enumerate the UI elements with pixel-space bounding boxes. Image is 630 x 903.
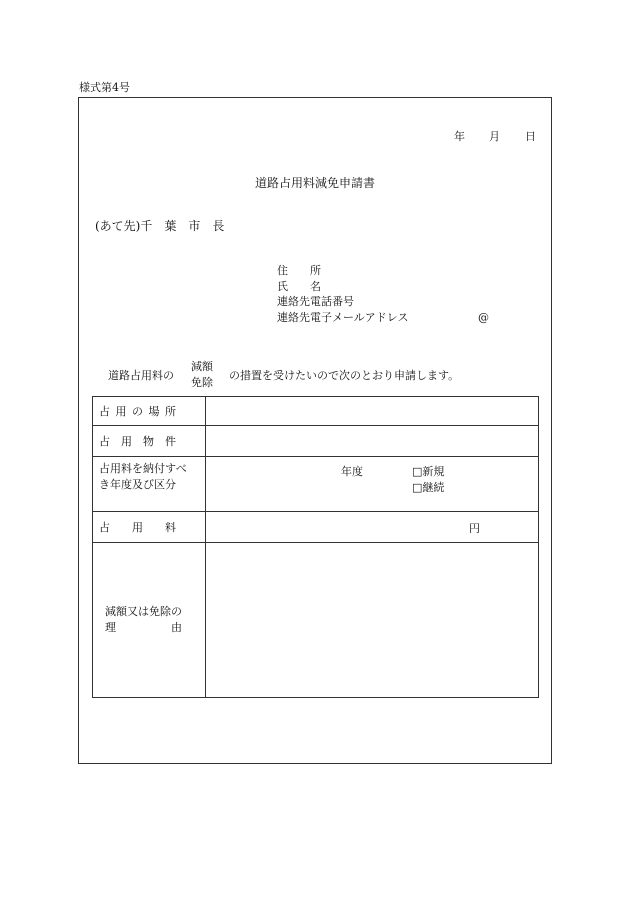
table-row-location: [93, 397, 539, 426]
item-label-cell: [93, 426, 206, 457]
email-at-symbol: @: [478, 311, 489, 324]
reason-field[interactable]: [206, 543, 539, 698]
document-title: 道路占用料減免申請書: [254, 176, 375, 190]
location-label: 占用の場所: [99, 405, 182, 418]
continuing-option[interactable]: [412, 479, 444, 495]
table-row-fee: [93, 512, 539, 543]
name-label: 氏 名: [277, 280, 321, 293]
table-row-item: [93, 426, 539, 457]
address-label: 住 所: [277, 264, 321, 277]
reason-label-line1: 減額又は免除の: [105, 605, 182, 618]
fiscal-year-field[interactable]: [206, 457, 539, 512]
date-year-label: 年: [454, 130, 465, 143]
item-label: 占 用 物 件: [99, 435, 176, 448]
table-row-reason: [93, 543, 539, 698]
continuing-checkbox[interactable]: [412, 481, 422, 494]
fiscal-label-line2: き年度及び区分: [99, 478, 176, 491]
form-number: 様式第4号: [79, 81, 130, 94]
statement-option-reduction: 減額: [191, 360, 213, 373]
statement-option-exemption: 免除: [191, 376, 213, 389]
date-day-label: 日: [525, 130, 536, 143]
new-checkbox[interactable]: [412, 465, 422, 478]
location-field[interactable]: [206, 397, 539, 426]
reason-label-line2: 理 由: [105, 621, 182, 634]
fee-label: 占 用 料: [99, 521, 176, 534]
date-month-label: 月: [489, 130, 500, 143]
new-option[interactable]: [412, 463, 444, 479]
statement-suffix: の措置を受けたいので次のとおり申請します。: [229, 369, 460, 382]
reason-label-cell: [93, 543, 206, 698]
item-field[interactable]: [206, 426, 539, 457]
new-option-label: 新規: [422, 465, 445, 478]
fee-unit: 円: [469, 522, 480, 535]
application-details-table: [92, 396, 539, 698]
fee-label-cell: [93, 512, 206, 543]
fiscal-year-unit: 年度: [341, 465, 363, 478]
fee-field[interactable]: [206, 512, 539, 543]
table-row-fiscal-year: [93, 457, 539, 512]
fiscal-label-line1: 占用料を納付すべ: [99, 462, 187, 475]
phone-label: 連絡先電話番号: [277, 295, 354, 308]
addressee: (あて先)千 葉 市 長: [95, 219, 225, 233]
continuing-option-label: 継続: [422, 481, 445, 494]
email-label: 連絡先電子メールアドレス: [277, 311, 409, 324]
location-label-cell: [93, 397, 206, 426]
statement-prefix: 道路占用料の: [108, 369, 174, 382]
fiscal-label-cell: [93, 457, 206, 512]
